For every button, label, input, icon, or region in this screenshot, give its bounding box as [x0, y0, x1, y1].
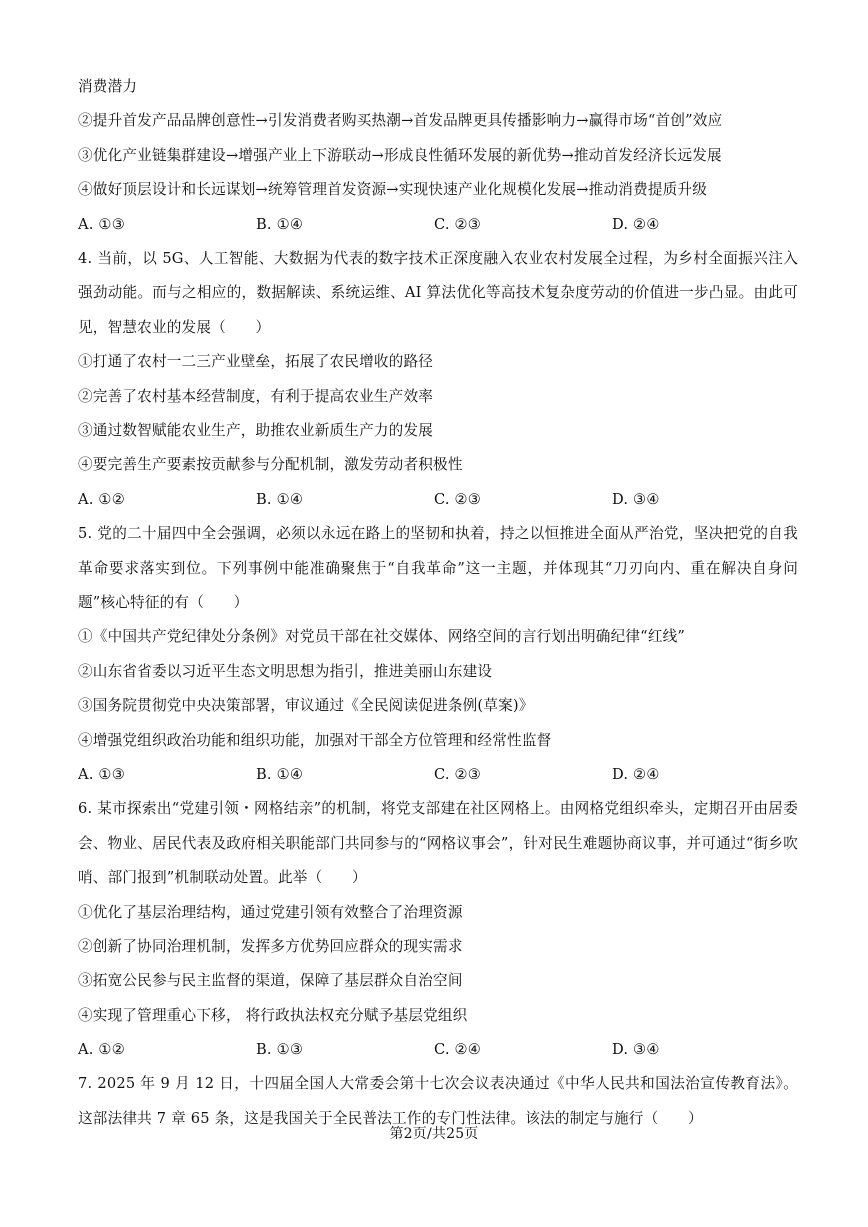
- q3-option-c: C. ②③: [434, 215, 482, 233]
- q5-item-3: ③国务院贯彻党中央决策部署，审议通过《全民阅读促进条例(草案)》: [78, 697, 534, 715]
- q3-continuation: 消费潜力: [78, 78, 138, 95]
- q5-item-2: ②山东省省委以习近平生态文明思想为指引，推进美丽山东建设: [78, 662, 493, 680]
- q4-stem: 4. 当前，以 5G、人工智能、大数据为代表的数字技术正深度融入农业农村发展全过程，为乡村全面振兴注入强劲动能。而与之相应的，数据解读、系统运维、AI 算法优化等高技术复杂度劳动的价值进一步凸显。由此可见，智慧农业的发展（ ）: [78, 249, 798, 336]
- q3-item-3: ③优化产业链集群建设→增强产业上下游联动→形成良性循环发展的新优势→推动首发经济长远发展: [78, 146, 722, 164]
- q3-option-b: B. ①④: [256, 215, 304, 233]
- q5-stem: 5. 党的二十届四中全会强调，必须以永远在路上的坚韧和执着，持之以恒推进全面从严治党，坚决把党的自我革命要求落实到位。下列事例中能准确聚焦于“自我革命”这一主题，并体现其“刀刃向内、重在解决自身问题”核心特征的有（ ）: [78, 525, 798, 611]
- q6-item-4: ④实现了管理重心下移， 将行政执法权充分赋予基层党组织: [78, 1006, 468, 1024]
- q4-option-a: A. ①②: [78, 490, 125, 508]
- q5-options: [78, 758, 798, 792]
- q3-options: [78, 208, 798, 242]
- q3-option-d: D. ②④: [612, 215, 660, 233]
- page-number: 第2页/共25页: [389, 1126, 479, 1142]
- q5-option-a: A. ①③: [78, 765, 125, 783]
- page-content: [78, 70, 798, 1136]
- q6-item-3: ③拓宽公民参与民主监督的渠道，保障了基层群众自治空间: [78, 972, 463, 990]
- q5-option-b: B. ①④: [256, 765, 304, 783]
- q3-item-4: ④做好顶层设计和长远谋划→统筹管理首发资源→实现快速产业化规模化发展→推动消费提质升级: [78, 181, 708, 199]
- q7-stem: 7. 2025 年 9 月 12 日，十四届全国人大常委会第十七次会议表决通过《中华人民共和国法治宣传教育法》。这部法律共 7 章 65 条，这是我国关于全民普法工作的专门性法律。该法的制定与施行（ ）: [78, 1075, 798, 1127]
- q4-item-3: ③通过数智赋能农业生产，助推农业新质生产力的发展: [78, 421, 434, 439]
- q6-item-2: ②创新了协同治理机制，发挥多方优势回应群众的现实需求: [78, 937, 463, 955]
- q3-item-2: ②提升首发产品品牌创意性→引发消费者购买热潮→首发品牌更具传播影响力→赢得市场“首创”效应: [78, 112, 723, 130]
- q6-stem: 6. 某市探索出“党建引领・网格结亲”的机制，将党支部建在社区网格上。由网格党组织牵头，定期召开由居委会、物业、居民代表及政府相关职能部门共同参与的“网格议事会”，针对民生难题协商议事，并可通过“街乡吹哨、部门报到”机制联动处置。此举（ ）: [78, 800, 798, 887]
- q6-item-1: ①优化了基层治理结构，通过党建引领有效整合了治理资源: [78, 903, 463, 921]
- q6-options: [78, 1033, 798, 1067]
- q4-option-d: D. ③④: [612, 490, 660, 508]
- q4-item-2: ②完善了农村基本经营制度，有利于提高农业生产效率: [78, 387, 434, 405]
- q3-option-a: A. ①③: [78, 215, 125, 233]
- q4-option-c: C. ②③: [434, 490, 482, 508]
- q5-item-1: ①《中国共产党纪律处分条例》对党员干部在社交媒体、网络空间的言行划出明确纪律“红线”: [78, 628, 686, 646]
- q4-item-1: ①打通了农村一二三产业壁垒，拓展了农民增收的路径: [78, 353, 434, 371]
- q4-option-b: B. ①④: [256, 490, 304, 508]
- q6-option-c: C. ②④: [434, 1041, 482, 1059]
- q5-option-d: D. ②④: [612, 765, 660, 783]
- q5-option-c: C. ②③: [434, 765, 482, 783]
- q4-item-4: ④要完善生产要素按贡献参与分配机制，激发劳动者积极性: [78, 456, 463, 474]
- q5-item-4: ④增强党组织政治功能和组织功能，加强对干部全方位管理和经常性监督: [78, 731, 552, 749]
- q4-options: [78, 483, 798, 517]
- q6-option-b: B. ①③: [256, 1041, 304, 1059]
- q6-option-d: D. ③④: [612, 1041, 660, 1059]
- q6-option-a: A. ①②: [78, 1041, 125, 1059]
